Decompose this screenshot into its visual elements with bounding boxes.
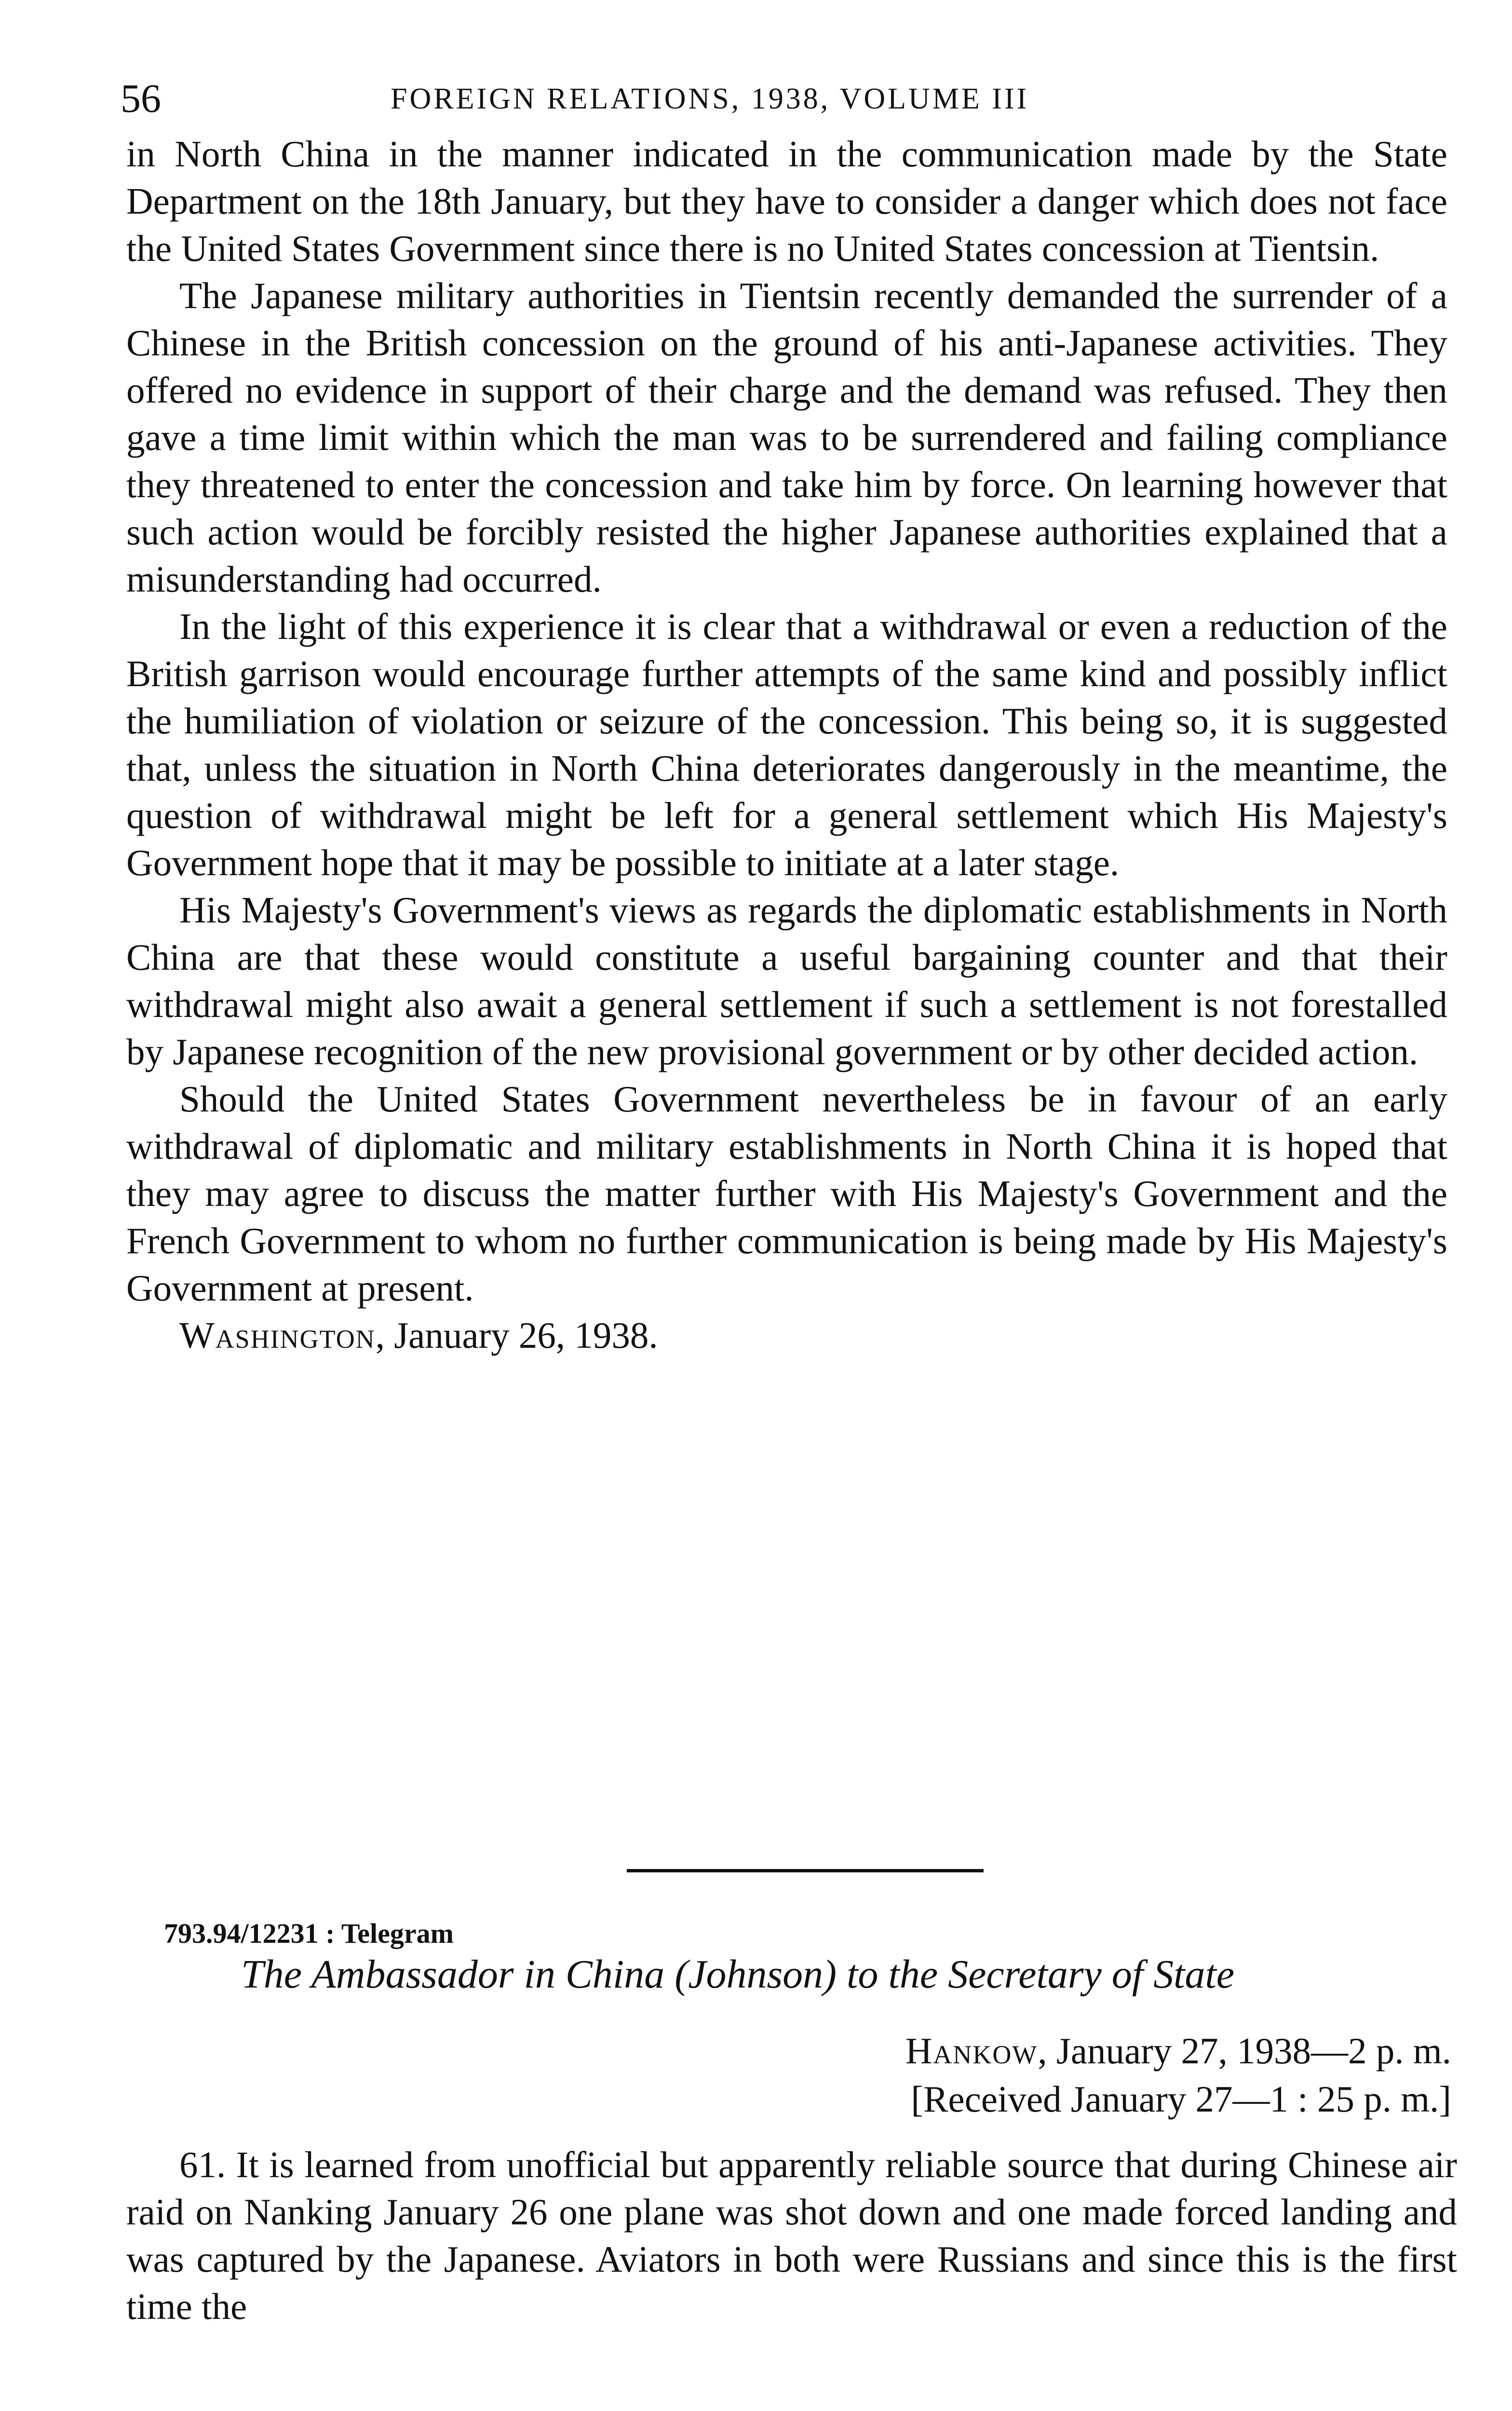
page-header bbox=[121, 72, 1446, 125]
paragraph-5: Should the United States Government nevertheless be in favour of an early withdrawal of diplomatic and military establishments in North China it is hoped that they may agree to discuss the matter further with His Majesty's Government and the French Government to whom no further communication is being made by His Majesty's Government at present. bbox=[126, 1078, 1447, 1309]
document-title: The Ambassador in China (Johnson) to the Secretary of State bbox=[241, 1952, 1235, 1997]
paragraph-1: in North China in the manner indicated in the communication made by the State Department on the 18th January, but they have to consider a danger which does not face the United States Government since there is no United States concession at Tientsin. bbox=[126, 133, 1447, 269]
paragraph-4: His Majesty's Government's views as regards the diplomatic establishments in North China are that these would constitute a useful bargaining counter and that their withdrawal might also await a general settlement if such a settlement is not forestalled by Japanese recognition of the new provisional government or by other decided action. bbox=[126, 889, 1447, 1072]
body-text bbox=[126, 130, 1447, 1359]
received-line: [Received January 27—1 : 25 p. m.] bbox=[911, 2078, 1451, 2120]
paragraph-3: In the light of this experience it is clear that a withdrawal or even a reduction of the British garrison would encourage further attempts of the same kind and possibly inflict the humiliation of violation or seizure of the concession. This being so, it is suggested that, unless the situation in North China deteriorates dangerously in the meantime, the question of withdrawal might be left for a general settlement which His Majesty's Government hope that it may be possible to initiate at a later stage. bbox=[126, 606, 1447, 883]
date-time: , January 27, 1938—2 p. m. bbox=[1038, 2030, 1451, 2072]
dateline-place: Washington bbox=[179, 1314, 376, 1356]
telegram-body bbox=[126, 2141, 1457, 2330]
place-name: Hankow bbox=[905, 2030, 1038, 2072]
file-reference: 793.94/12231 : Telegram bbox=[164, 1918, 454, 1949]
place-date-line bbox=[905, 2028, 1451, 2074]
paragraph-2: The Japanese military authorities in Tientsin recently demanded the surrender of a Chinese in the British concession on the ground of his anti-Japanese activities. They offered no evidence in support of their charge and the demand was refused. They then gave a time limit within which the man was to be surrendered and failing compliance they threatened to enter the concession and take him by force. On learning however that such action would be forcibly resisted the higher Japanese authorities explained that a misunderstanding had occurred. bbox=[126, 275, 1447, 600]
telegram-paragraph: 61. It is learned from unofficial but apparently reliable source that during Chinese air raid on Nanking January 26 one plane was shot down and one made forced landing and was captured by the Japanese. Aviators in both were Russians and since this is the first time the bbox=[126, 2144, 1457, 2327]
dateline bbox=[126, 1312, 1447, 1359]
page-number: 56 bbox=[121, 76, 161, 121]
running-head: FOREIGN RELATIONS, 1938, VOLUME III bbox=[391, 82, 1029, 115]
dateline-date: , January 26, 1938. bbox=[375, 1314, 658, 1356]
section-divider bbox=[627, 1869, 984, 1872]
